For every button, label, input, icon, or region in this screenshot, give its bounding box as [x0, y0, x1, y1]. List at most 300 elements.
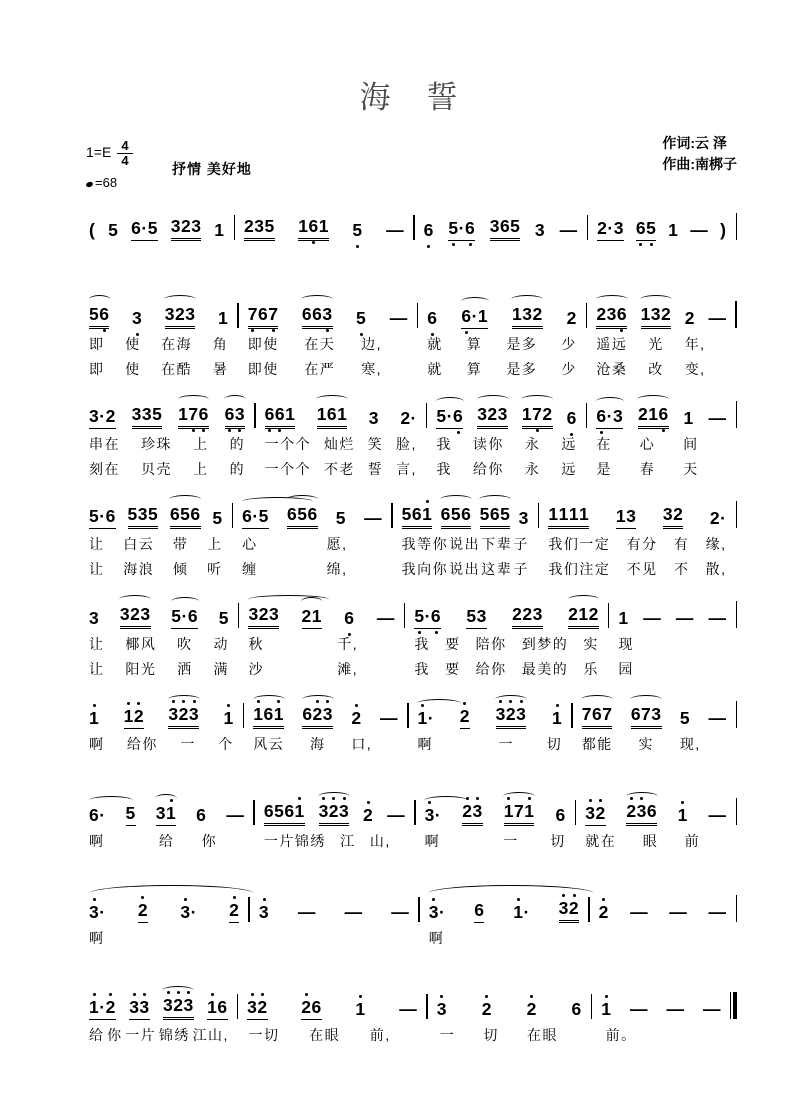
lyric-syllable: 算	[466, 361, 483, 377]
note-char: 3	[518, 508, 529, 528]
octave-dot	[343, 797, 346, 800]
note	[89, 506, 116, 529]
note-char: —	[675, 608, 694, 628]
lyric-syllable: 让	[89, 536, 105, 552]
note-text	[108, 220, 118, 241]
octave-dot	[211, 993, 214, 996]
lyric-syllable: 白云	[123, 536, 155, 552]
measure	[80, 928, 248, 948]
note-text	[535, 220, 545, 241]
note-char: 2	[637, 404, 649, 424]
note	[386, 220, 404, 241]
note	[214, 220, 224, 241]
note-char: 5	[89, 506, 100, 526]
lyric-syllable: 洒	[177, 661, 193, 677]
octave-dot	[600, 431, 603, 434]
end-barline	[736, 798, 738, 825]
slur	[596, 397, 624, 406]
note	[496, 704, 527, 729]
note	[462, 801, 482, 826]
note-text	[560, 220, 578, 241]
note	[171, 216, 202, 241]
lyric-syllable: 在眼	[527, 1027, 558, 1043]
note-text	[512, 604, 543, 629]
note-char: 1	[578, 604, 589, 624]
note-char: 6	[263, 704, 274, 724]
note-char: 2	[522, 604, 533, 624]
note	[669, 902, 687, 923]
credits	[662, 133, 737, 175]
lyrics-row	[80, 634, 737, 654]
note-text	[129, 997, 149, 1020]
note-char: 6	[89, 805, 100, 825]
lyric-syllable: 即	[89, 361, 105, 377]
measure	[256, 459, 426, 479]
slur	[581, 695, 613, 704]
note-char: —	[630, 902, 649, 922]
note-char: ·	[446, 406, 453, 426]
lyric-syllable: 要	[444, 661, 461, 677]
slur	[479, 495, 511, 504]
note-char: ·	[99, 997, 106, 1017]
note-char: 3	[516, 704, 526, 725]
note-char: —	[364, 508, 383, 528]
octave-dot	[348, 633, 351, 636]
note-text	[89, 304, 109, 329]
score-header	[80, 131, 737, 203]
music-system	[80, 986, 737, 1045]
measure	[80, 504, 232, 529]
note-char: (	[89, 220, 96, 240]
note-text	[223, 708, 233, 729]
note	[223, 708, 233, 729]
note-char: 3	[140, 604, 151, 624]
octave-dot	[277, 700, 280, 703]
lyric-syllable: 江山,	[192, 1027, 229, 1043]
note-char: 3	[164, 304, 175, 324]
note-text	[599, 902, 609, 923]
note-char: 3	[319, 801, 329, 822]
lyric-syllable: 上	[193, 436, 209, 452]
note-text	[643, 608, 661, 629]
note-text	[462, 801, 482, 826]
measure	[416, 801, 575, 826]
notes-row	[80, 495, 737, 529]
note-text	[418, 708, 435, 729]
note-char: 6	[427, 308, 437, 329]
note	[490, 216, 521, 241]
slur	[477, 395, 509, 404]
note-text	[708, 902, 726, 923]
note	[568, 604, 599, 629]
note-text	[496, 704, 527, 729]
note-char: —	[708, 805, 727, 825]
octave-dot	[109, 993, 112, 996]
lyric-syllable: 在海	[161, 336, 193, 352]
note-text	[302, 304, 333, 329]
note-char: ·	[424, 606, 431, 626]
note	[666, 999, 684, 1020]
measure	[427, 404, 586, 429]
lyric-syllable: 有分	[626, 536, 658, 552]
lyric-syllable: 改	[648, 361, 664, 377]
note-text	[302, 606, 322, 629]
note-char: 1	[207, 997, 217, 1018]
lyric-syllable: 刻在	[89, 461, 120, 477]
note	[170, 504, 201, 529]
lyric-syllable: 是多	[506, 336, 538, 352]
notes-row	[80, 695, 737, 729]
note-char: 2	[673, 504, 684, 524]
note-char: 3	[129, 997, 139, 1018]
note-text	[710, 508, 727, 529]
lyric-syllable: 啊	[89, 833, 105, 849]
note-char: —	[666, 999, 685, 1019]
measure	[80, 734, 243, 754]
note	[352, 220, 362, 241]
note-char: 1	[552, 708, 562, 729]
end-barline	[735, 301, 737, 328]
lyric-syllable: 就	[427, 361, 443, 377]
note-text	[302, 704, 333, 729]
note-char: 3	[612, 406, 624, 426]
lyric-syllable: 言,	[395, 461, 417, 477]
note-text	[477, 404, 508, 429]
note	[132, 308, 142, 329]
lyric-syllable: 使	[125, 361, 141, 377]
note-char: 1	[618, 608, 629, 628]
note	[178, 404, 209, 429]
note	[460, 706, 470, 729]
note-char: 5	[356, 308, 366, 329]
end-barline	[736, 213, 738, 240]
lyric-syllable: 我	[414, 661, 430, 677]
note-char: 2	[596, 304, 607, 324]
note-char: ·	[427, 708, 435, 728]
note-char: 5	[450, 504, 462, 524]
lyric-syllable: 这辈	[481, 561, 513, 577]
slur	[301, 295, 333, 304]
note	[441, 504, 472, 529]
measure	[420, 928, 588, 948]
lyric-syllable: 光	[648, 336, 664, 352]
note	[302, 304, 333, 329]
note-char: 1	[568, 504, 580, 524]
note-char: 7	[532, 404, 542, 425]
note-char: —	[379, 708, 398, 728]
lyric-syllable: 角	[212, 336, 229, 352]
note	[387, 805, 405, 826]
octave-dot	[485, 995, 488, 998]
note-char: 3	[168, 704, 178, 725]
slur	[171, 597, 199, 606]
note-text	[352, 220, 362, 241]
octave-dot	[261, 993, 264, 996]
lyric-syllable: 现,	[679, 736, 701, 752]
note-char: 2	[106, 997, 116, 1018]
measure	[80, 459, 254, 479]
note-text	[351, 708, 361, 729]
note-text	[685, 308, 695, 329]
note	[302, 606, 322, 629]
note	[474, 900, 484, 923]
lyrics-row	[80, 434, 737, 454]
note-text	[512, 304, 543, 329]
note-char: 3	[532, 604, 543, 624]
note-text	[527, 999, 537, 1020]
note-text	[138, 900, 148, 923]
note	[424, 220, 434, 241]
note-text	[474, 900, 484, 923]
note-char: 1	[683, 408, 694, 428]
slur	[511, 295, 543, 304]
notes-row	[80, 395, 737, 429]
note-text	[265, 404, 296, 429]
octave-dot	[499, 700, 502, 703]
note-char: 3	[141, 404, 153, 424]
note	[668, 220, 678, 241]
octave-dot	[599, 799, 602, 802]
note-char: )	[720, 220, 727, 240]
octave-dot	[187, 991, 190, 994]
note-char: —	[708, 902, 727, 922]
slur	[301, 597, 322, 606]
note-text	[708, 408, 726, 429]
note	[720, 220, 726, 241]
note-char: 3	[259, 902, 269, 923]
note-char: 5	[152, 404, 163, 424]
lyric-syllable: 子	[513, 561, 529, 577]
note-char: 2	[684, 308, 695, 328]
note	[298, 902, 316, 923]
note-text	[720, 220, 726, 241]
note-text	[504, 801, 535, 826]
measure	[416, 831, 575, 851]
note-char: 7	[248, 304, 258, 325]
end-barline	[736, 501, 738, 528]
note-char: ·	[434, 805, 442, 825]
note-text	[626, 801, 657, 826]
measure	[587, 434, 735, 454]
note	[377, 608, 395, 629]
lyric-syllable: 永	[524, 461, 541, 477]
octave-dot	[469, 243, 472, 246]
lyric-syllable: 江	[340, 833, 356, 849]
note-char: 3	[323, 704, 333, 725]
lyric-syllable: 园	[618, 661, 634, 677]
lyric-syllable: 少	[561, 336, 577, 352]
composer-credit: 作曲:南梆子	[662, 156, 737, 172]
lyric-syllable: 滩,	[337, 661, 359, 677]
octave-dot	[93, 993, 96, 996]
note	[229, 900, 239, 923]
measure	[418, 304, 586, 329]
note	[89, 708, 99, 729]
measure	[80, 534, 232, 554]
score	[80, 207, 737, 1045]
lyric-syllable: 我向你	[401, 561, 449, 577]
note-char: 3	[477, 404, 488, 424]
measure	[80, 659, 238, 679]
lyrics-row	[80, 534, 737, 554]
measure	[609, 659, 735, 679]
lyric-syllable: 千,	[337, 636, 359, 652]
lyrics-row	[80, 334, 737, 354]
note-text	[214, 220, 224, 241]
measure	[609, 634, 735, 654]
note-char: 1	[214, 220, 225, 240]
note-text	[616, 506, 636, 529]
slur	[169, 495, 201, 504]
note-text	[165, 304, 196, 329]
note-char: 1	[521, 404, 533, 424]
note	[168, 704, 199, 729]
measure	[80, 704, 243, 729]
lyric-syllable: 现	[618, 636, 634, 652]
note-text	[259, 902, 269, 923]
note-text	[226, 805, 244, 826]
octave-dot	[573, 894, 576, 897]
measure	[418, 359, 586, 379]
measure	[609, 608, 735, 629]
note	[504, 801, 535, 826]
lyric-syllable: 给你	[126, 736, 158, 752]
measure	[238, 997, 426, 1020]
note-char: 2	[532, 304, 543, 324]
note-char: 5	[335, 508, 346, 528]
lyric-syllable: 椰风	[125, 636, 157, 652]
measure	[427, 434, 586, 454]
note-char: 3	[89, 406, 100, 426]
note-char: 6	[646, 801, 658, 821]
note-text	[678, 805, 688, 826]
note-char: 3	[248, 604, 259, 624]
note-char: ·	[607, 218, 614, 238]
measure	[590, 928, 736, 944]
note-char: —	[376, 608, 395, 628]
note	[680, 708, 690, 729]
note-char: 6	[453, 406, 463, 427]
note-char: 3	[268, 604, 280, 624]
note-char: ·	[190, 902, 197, 922]
note-char: 6	[307, 504, 318, 524]
note-text	[287, 504, 318, 529]
note-char: 1	[316, 404, 327, 424]
note	[535, 220, 545, 241]
note	[131, 218, 158, 241]
note	[663, 504, 683, 529]
measure	[239, 334, 417, 354]
note-text	[298, 902, 316, 923]
note-char: 3	[137, 504, 148, 524]
note	[616, 506, 636, 529]
octave-dot	[228, 429, 231, 432]
note	[636, 218, 656, 241]
slur	[630, 695, 662, 704]
note-text	[242, 506, 269, 529]
lyric-syllable: 我	[436, 436, 452, 452]
note-char: 6	[242, 506, 253, 526]
note	[626, 801, 657, 826]
note-char: ·	[252, 506, 259, 526]
note-text	[683, 408, 693, 429]
note	[676, 608, 694, 629]
note-text	[466, 606, 486, 629]
octave-dot	[630, 797, 633, 800]
slur	[286, 495, 318, 504]
note-char: 3	[606, 304, 617, 324]
note-char: 1	[166, 803, 176, 824]
octave-dot	[589, 799, 592, 802]
note-char: —	[297, 902, 316, 922]
note-char: 3	[247, 997, 257, 1018]
lyric-syllable: 啊	[89, 930, 105, 946]
octave-dot	[367, 801, 370, 804]
octave-dot	[167, 991, 170, 994]
octave-dot	[356, 245, 359, 248]
notes-row	[80, 792, 737, 826]
note-char: 3	[132, 308, 142, 329]
note-text	[170, 504, 201, 529]
lyric-syllable: 前,	[369, 1027, 391, 1043]
note-char: 2	[329, 801, 339, 822]
note-text	[247, 997, 267, 1020]
lyric-syllable: 最美的	[521, 661, 569, 677]
note-char: 1	[337, 404, 348, 424]
note	[363, 805, 373, 826]
note-char: 3	[522, 304, 533, 324]
note-text	[559, 898, 579, 923]
note	[596, 406, 623, 429]
note-char: 1	[253, 704, 263, 725]
measure	[415, 216, 587, 241]
note	[120, 604, 151, 629]
octave-dot	[170, 799, 173, 802]
note-text	[336, 508, 346, 529]
lyric-syllable: 陪你	[475, 636, 507, 652]
measure	[80, 1025, 238, 1045]
note	[171, 606, 198, 629]
octave-dot	[182, 700, 185, 703]
note-char: 5	[274, 801, 285, 821]
note	[344, 608, 354, 629]
measure	[250, 902, 418, 923]
note-char: 1	[418, 708, 428, 729]
note-char: ·	[99, 506, 106, 526]
octave-dot	[432, 898, 435, 901]
note-text	[89, 902, 106, 923]
lyric-syllable: 切	[483, 1027, 499, 1043]
note	[253, 704, 284, 729]
note-char: 5	[89, 304, 100, 324]
note-char: 6	[431, 606, 441, 627]
lyric-syllable: 寒,	[361, 361, 383, 377]
note-char: 2	[229, 900, 239, 921]
note-char: 6	[187, 606, 199, 626]
lyric-syllable: 在天	[304, 336, 336, 352]
lyric-syllable: 一	[498, 736, 514, 752]
note	[599, 902, 609, 923]
note-char: 5	[414, 606, 424, 627]
octave-dot	[141, 896, 144, 899]
note-text	[630, 902, 648, 923]
octave-dot	[227, 704, 230, 707]
measure	[405, 634, 608, 654]
note	[302, 704, 333, 729]
note-char: 6	[265, 404, 275, 425]
note-text	[168, 704, 199, 729]
note-char: 6	[489, 504, 501, 524]
